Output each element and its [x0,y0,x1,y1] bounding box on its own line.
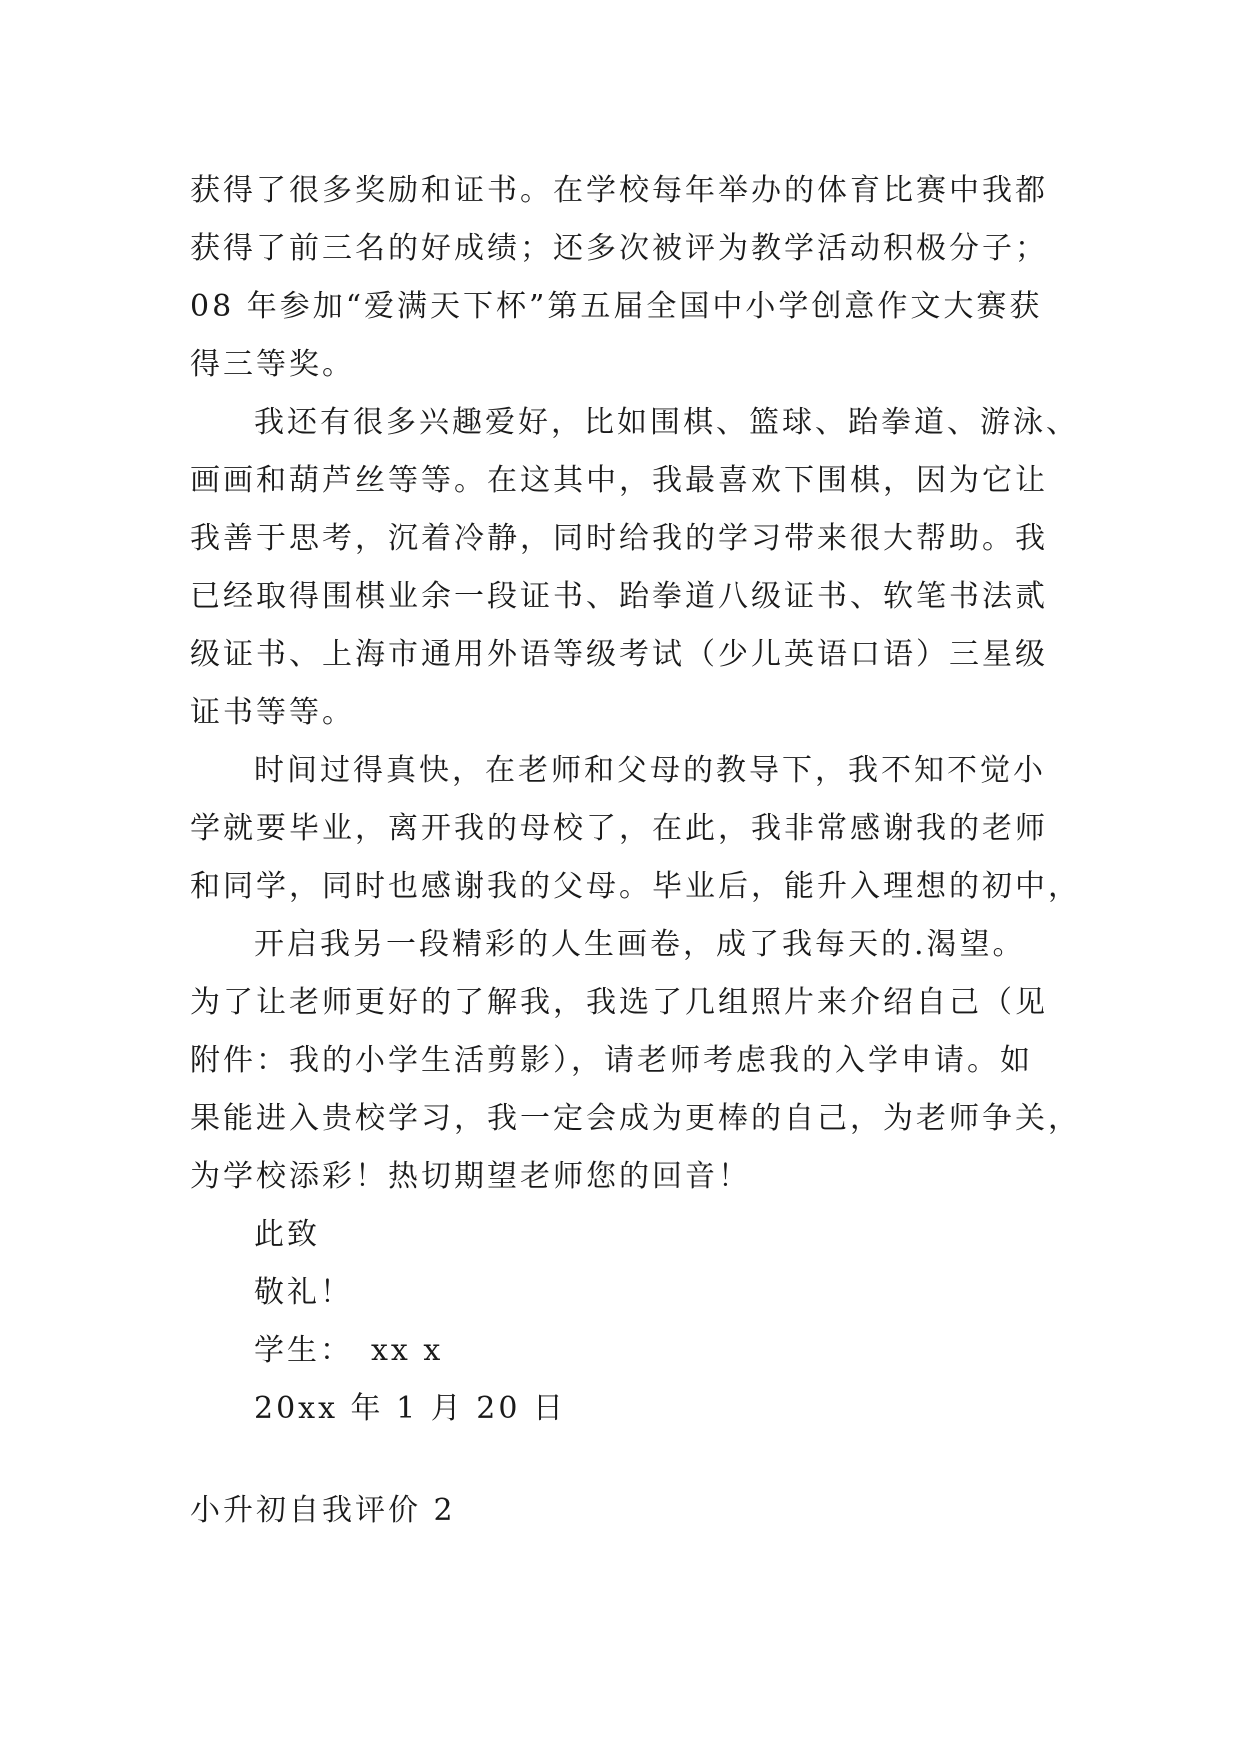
student-signature: 学生： xx x [254,1333,444,1368]
text-line: 为学校添彩！热切期望老师您的回音！ [190,1159,751,1194]
text-line: 附件：我的小学生活剪影），请老师考虑我的入学申请。如 [190,1043,1033,1078]
closing-salutation: 此致 [254,1217,320,1252]
text-line: 画画和葫芦丝等等。在这其中，我最喜欢下围棋，因为它让 [190,463,1048,498]
text-line: 为了让老师更好的了解我，我选了几组照片来介绍自己（见 [190,985,1048,1020]
section-title: 小升初自我评价 2 [190,1493,456,1528]
text-line: 果能进入贵校学习，我一定会成为更棒的自己，为老师争关， [190,1101,1081,1136]
closing-regards: 敬礼！ [254,1275,353,1310]
paragraph-request [190,916,1081,1206]
text-line: 和同学，同时也感谢我的父母。毕业后，能升入理想的初中， [190,869,1081,904]
text-line: 08 年参加“爱满天下杯”第五届全国中小学创意作文大赛获 [190,289,1043,324]
text-line: 时间过得真快，在老师和父母的教导下，我不知不觉小 [254,753,1046,788]
text-line: 已经取得围棋业余一段证书、跆拳道八级证书、软笔书法贰 [190,579,1048,614]
text-line: 学就要毕业，离开我的母校了，在此，我非常感谢我的老师 [190,811,1048,846]
document-body [190,162,1081,1438]
text-line: 级证书、上海市通用外语等级考试（少儿英语口语）三星级 [190,637,1048,672]
paragraph-gratitude [190,742,1081,916]
text-line: 开启我另一段精彩的人生画卷，成了我每天的.渴望。 [254,927,1026,962]
text-line: 证书等等。 [190,695,355,730]
text-line: 我善于思考，沉着冷静，同时给我的学习带来很大帮助。我 [190,521,1048,556]
text-line: 获得了前三名的好成绩；还多次被评为教学活动积极分子； [190,231,1048,266]
text-line: 获得了很多奖励和证书。在学校每年举办的体育比赛中我都 [190,173,1048,208]
text-line: 得三等奖。 [190,347,355,382]
letter-date: 20xx 年 1 月 20 日 [254,1391,566,1426]
paragraph-hobbies [190,394,1079,742]
text-line: 我还有很多兴趣爱好，比如围棋、篮球、跆拳道、游泳、 [254,405,1079,440]
paragraph-awards [190,162,1060,394]
